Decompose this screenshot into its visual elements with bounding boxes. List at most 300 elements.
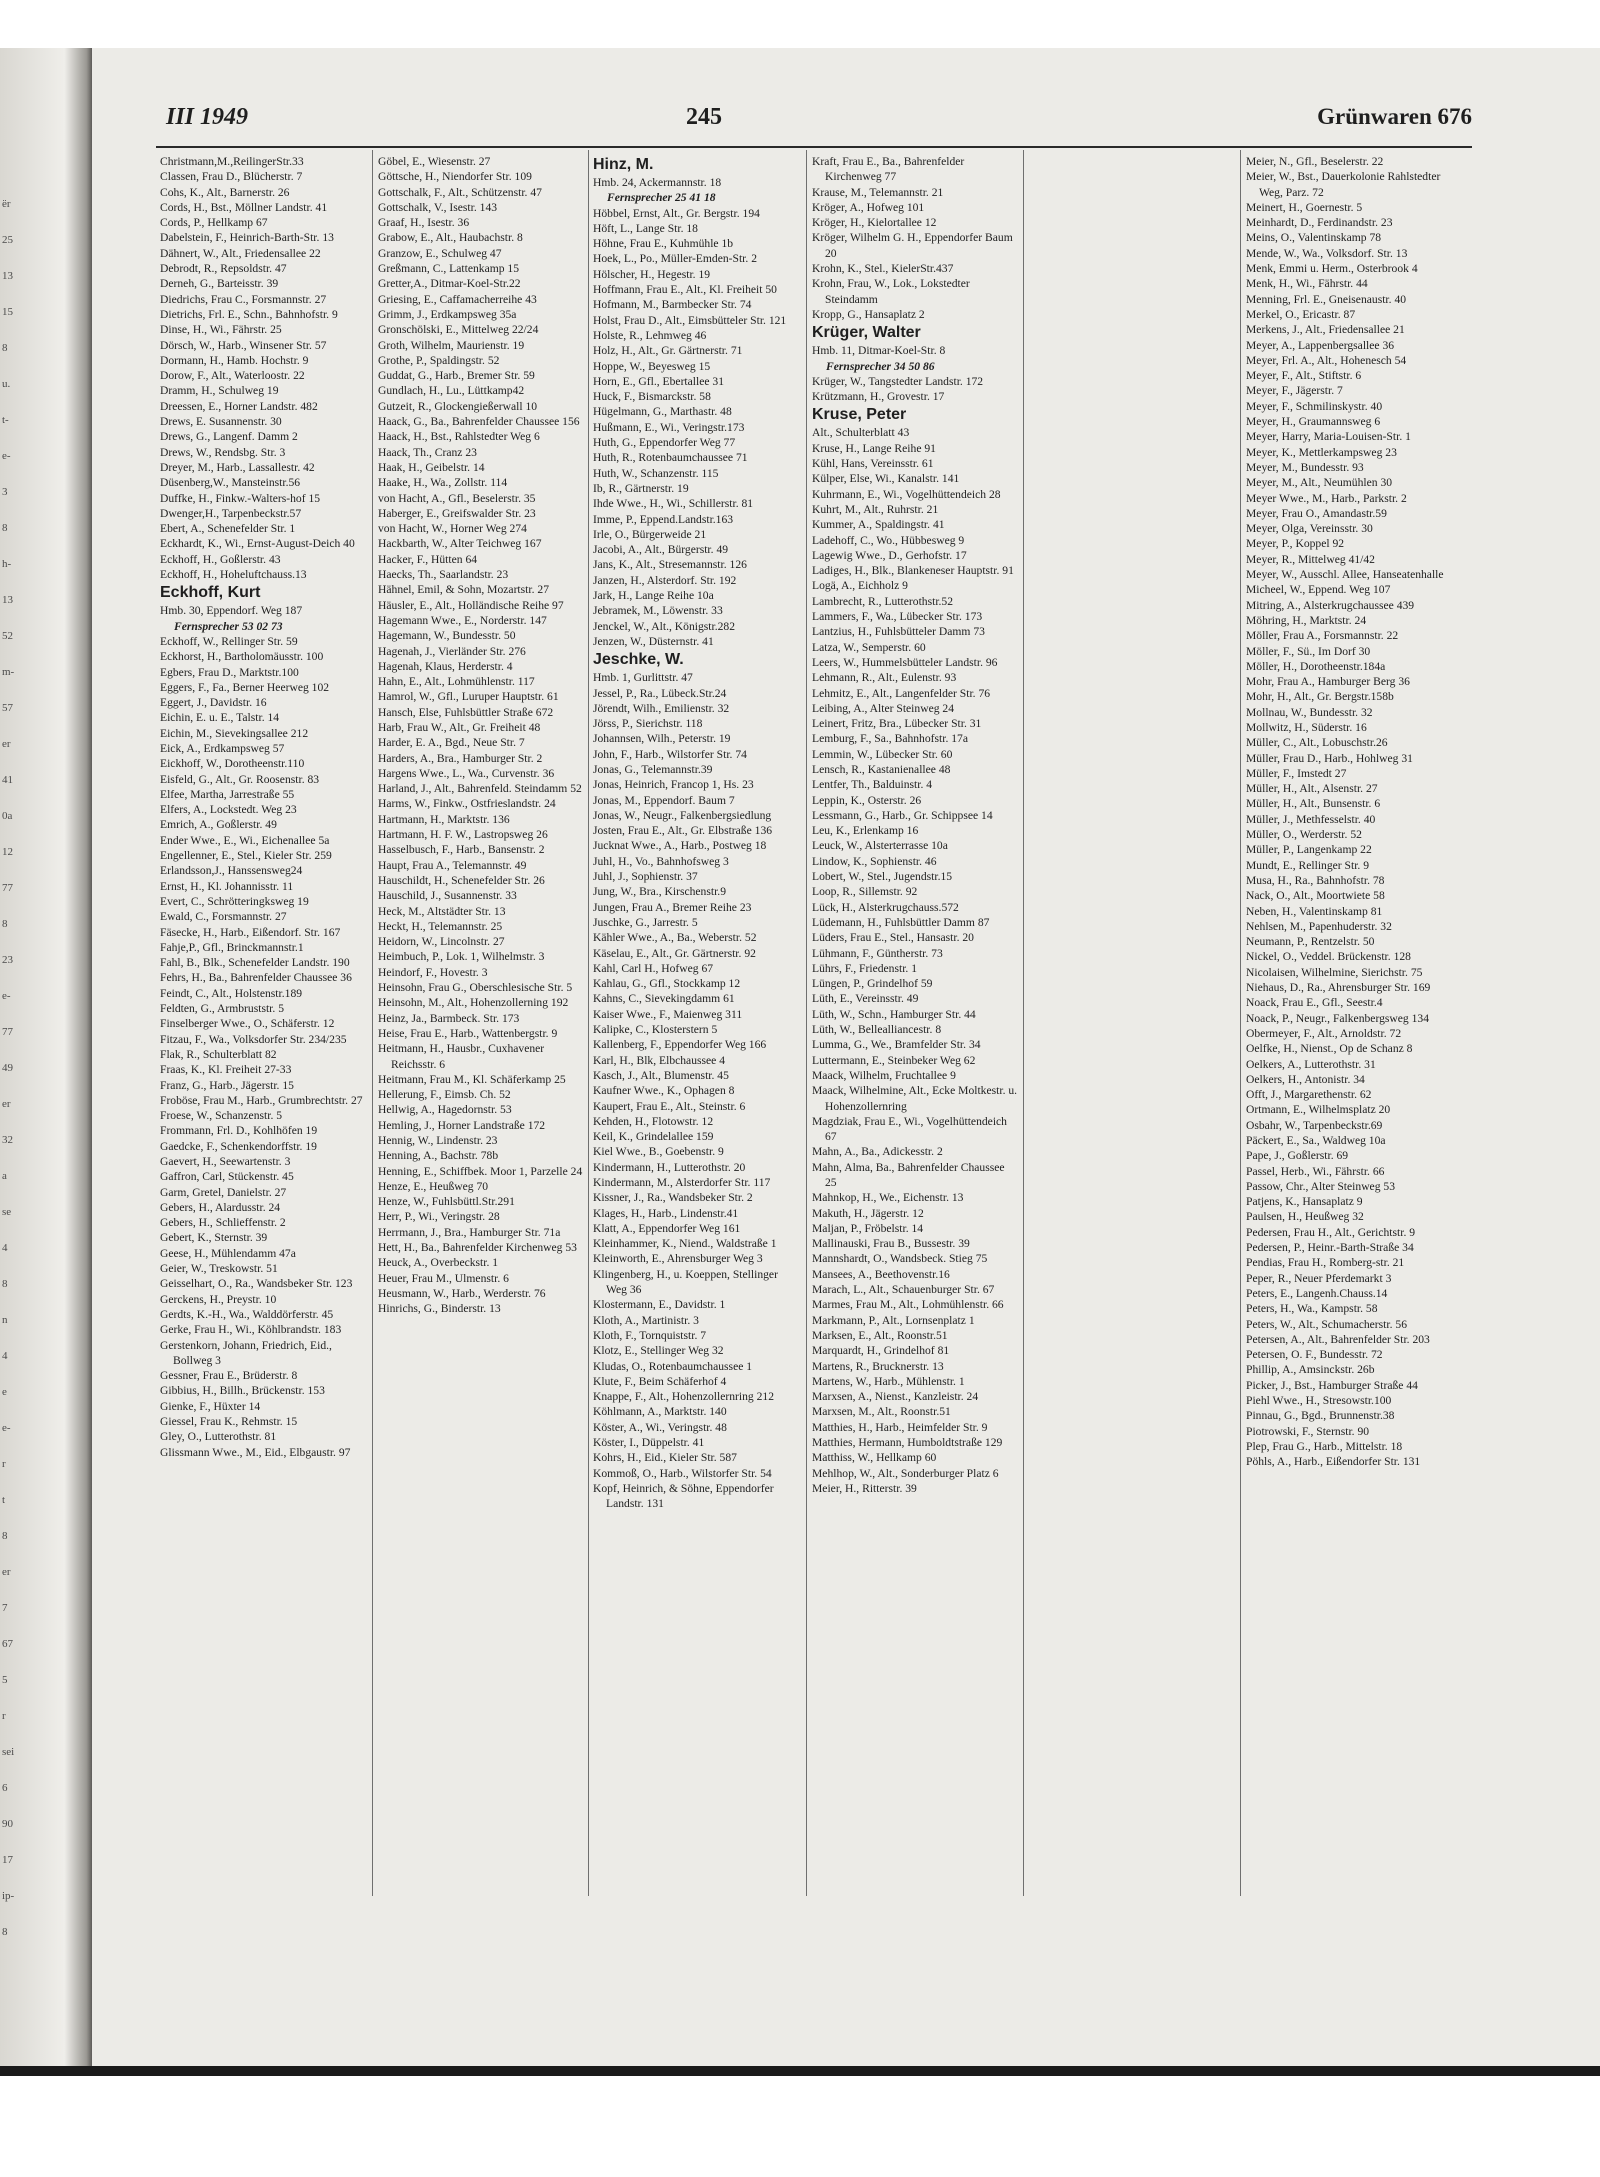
directory-entry: Paulsen, H., Heußweg 32 bbox=[1246, 1210, 1364, 1224]
directory-entry: Merkens, J., Alt., Friedensallee 21 bbox=[1246, 323, 1405, 337]
directory-entry: Jörss, P., Sierichstr. 118 bbox=[593, 717, 703, 731]
directory-entry: Menk, Emmi u. Herm., Osterbrook 4 bbox=[1246, 262, 1418, 276]
directory-entry: Jenckel, W., Alt., Königstr.282 bbox=[593, 619, 736, 633]
directory-entry: Leinert, Fritz, Bra., Lübecker Str. 31 bbox=[812, 717, 982, 731]
directory-entry: Engellenner, E., Stel., Kieler Str. 259 bbox=[160, 849, 332, 863]
directory-entry: Froese, W., Schanzenstr. 5 bbox=[160, 1109, 283, 1123]
business-heading: Krüger, Walter bbox=[812, 324, 921, 342]
header-rule bbox=[156, 146, 1472, 148]
directory-entry: Huth, W., Schanzenstr. 115 bbox=[593, 466, 719, 480]
directory-entry: Lühmann, F., Güntherstr. 73 bbox=[812, 946, 943, 960]
directory-entry: Horn, E., Gfl., Ebertallee 31 bbox=[593, 374, 725, 388]
directory-entry: Heusmann, W., Harb., Werderstr. 76 bbox=[378, 1286, 546, 1300]
directory-entry: Derneh, G., Barteisstr. 39 bbox=[160, 277, 279, 291]
directory-entry: Phillip, A., Amsinckstr. 26b bbox=[1246, 1363, 1375, 1377]
directory-entry: Nehlsen, M., Papenhuderstr. 32 bbox=[1246, 919, 1392, 933]
directory-entry: Emrich, A., Goßlerstr. 49 bbox=[160, 818, 277, 832]
directory-entry: Gretter,A., Ditmar-Koel-Str.22 bbox=[378, 277, 521, 291]
directory-entry: Külper, Else, Wi., Kanalstr. 141 bbox=[812, 472, 960, 486]
directory-entry: Haecks, Th., Saarlandstr. 23 bbox=[378, 568, 509, 582]
directory-entry: Höhne, Frau E., Kuhmühle 1b bbox=[593, 237, 734, 251]
directory-entry: Martens, R., Brucknerstr. 13 bbox=[812, 1359, 944, 1373]
directory-entry: Marach, L., Alt., Schauenburger Str. 67 bbox=[812, 1283, 995, 1297]
previous-page-fragment: 32 bbox=[2, 1134, 13, 1146]
business-heading: Eckhoff, Kurt bbox=[160, 584, 261, 602]
directory-entry: Hoppe, W., Beyesweg 15 bbox=[593, 359, 711, 373]
directory-entry: Kloth, A., Martinistr. 3 bbox=[593, 1313, 699, 1327]
directory-entry: Josten, Frau E., Alt., Gr. Elbstraße 136 bbox=[593, 824, 773, 838]
directory-entry: Müller, C., Alt., Lobuschstr.26 bbox=[1246, 736, 1388, 750]
bottom-margin bbox=[0, 2076, 1600, 2177]
previous-page-fragment: u. bbox=[2, 378, 11, 390]
directory-entry: Meyer, R., Mittelweg 41/42 bbox=[1246, 552, 1375, 566]
previous-page-fragment: 4 bbox=[2, 1242, 8, 1254]
directory-entry: Grothe, P., Spaldingstr. 52 bbox=[378, 353, 500, 367]
directory-entry: Hmb. 11, Ditmar-Koel-Str. 8 bbox=[812, 344, 946, 358]
directory-entry: Dörsch, W., Harb., Winsener Str. 57 bbox=[160, 338, 327, 352]
directory-entry: Ortmann, E., Wilhelmsplatz 20 bbox=[1246, 1103, 1391, 1117]
directory-entry: Mahnkop, H., We., Eichenstr. 13 bbox=[812, 1191, 964, 1205]
directory-entry: Mitring, A., Alsterkrugchaussee 439 bbox=[1246, 598, 1415, 612]
directory-entry: Jenzen, W., Düsternstr. 41 bbox=[593, 634, 714, 648]
directory-entry: Piehl Wwe., H., Stresowstr.100 bbox=[1246, 1394, 1392, 1408]
directory-entry: Jonas, W., Neugr., Falkenbergsiedlung bbox=[593, 808, 772, 822]
directory-entry: Gebers, H., Schlieffenstr. 2 bbox=[160, 1216, 286, 1230]
phone-line: Fernsprecher 25 41 18 bbox=[607, 191, 716, 205]
directory-entry: Höbbel, Ernst, Alt., Gr. Bergstr. 194 bbox=[593, 206, 760, 220]
directory-entry: Dietrichs, Frl. E., Schn., Bahnhofstr. 9 bbox=[160, 307, 338, 321]
previous-page-fragment: 90 bbox=[2, 1818, 13, 1830]
previous-page-fragment: 8 bbox=[2, 1926, 8, 1938]
directory-entry: Elfers, A., Lockstedt. Weg 23 bbox=[160, 803, 297, 817]
directory-entry: Gutzeit, R., Glockengießerwall 10 bbox=[378, 399, 538, 413]
directory-entry: Hauschildt, H., Schenefelder Str. 26 bbox=[378, 873, 545, 887]
directory-entry: Hellerung, F., Eimsb. Ch. 52 bbox=[378, 1088, 511, 1102]
directory-entry: Kahl, Carl H., Hofweg 67 bbox=[593, 961, 714, 975]
directory-entry: Gerke, Frau H., Wi., Köhlbrandstr. 183 bbox=[160, 1323, 342, 1337]
directory-entry: Hemling, J., Horner Landstraße 172 bbox=[378, 1118, 546, 1132]
directory-entry: Kühl, Hans, Vereinsstr. 61 bbox=[812, 457, 934, 471]
directory-entry: Jungen, Frau A., Bremer Reihe 23 bbox=[593, 900, 752, 914]
directory-entry: Hofmann, M., Barmbecker Str. 74 bbox=[593, 298, 752, 312]
directory-entry: Lindow, K., Sophienstr. 46 bbox=[812, 854, 937, 868]
directory-entry: Hagenah, J., Vierländer Str. 276 bbox=[378, 644, 526, 658]
directory-entry: Harder, E. A., Bgd., Neue Str. 7 bbox=[378, 736, 525, 750]
directory-entry: Gundlach, H., Lu., Lüttkamp42 bbox=[378, 384, 525, 398]
directory-entry: Duffke, H., Finkw.-Walters-hof 15 bbox=[160, 491, 321, 505]
directory-entry: Gaevert, H., Seewartenstr. 3 bbox=[160, 1155, 291, 1168]
previous-page-fragment: 52 bbox=[2, 630, 13, 642]
directory-entry: Cords, H., Bst., Möllner Landstr. 41 bbox=[160, 200, 328, 214]
column-divider bbox=[372, 150, 373, 1896]
directory-entry: Meyer, A., Lappenbergsallee 36 bbox=[1246, 338, 1395, 352]
directory-entry: Lemmin, W., Lübecker Str. 60 bbox=[812, 747, 953, 761]
business-heading: Jeschke, W. bbox=[593, 651, 684, 669]
directory-entry: Hoek, L., Po., Müller-Emden-Str. 2 bbox=[593, 252, 757, 266]
directory-entry: Drews, W., Rendsbg. Str. 3 bbox=[160, 445, 286, 459]
directory-entry: Leppin, K., Osterstr. 26 bbox=[812, 793, 922, 807]
directory-entry: Leuck, W., Alsterterrasse 10a bbox=[812, 839, 948, 853]
directory-entry: Krützmann, H., Grovestr. 17 bbox=[812, 390, 945, 404]
directory-entry: Kaiser Wwe., F., Maienweg 311 bbox=[593, 1007, 743, 1021]
directory-entry: Eckhoff, H., Goßlerstr. 43 bbox=[160, 552, 281, 566]
directory-entry: Meinhardt, D., Ferdinandstr. 23 bbox=[1246, 216, 1393, 230]
directory-entry: Alt., Schulterblatt 43 bbox=[812, 426, 910, 440]
column-divider bbox=[588, 150, 589, 1896]
directory-entry: Marksen, E., Alt., Roonstr.51 bbox=[812, 1328, 948, 1342]
directory-entry: Köster, A., Wi., Veringstr. 48 bbox=[593, 1420, 727, 1434]
previous-page-fragment: 77 bbox=[2, 882, 13, 894]
directory-entry: Kloth, F., Tornquiststr. 7 bbox=[593, 1328, 707, 1342]
directory-entry: Holst, Frau D., Alt., Eimsbütteler Str. 121 bbox=[593, 313, 787, 327]
previous-page-fragment: 5 bbox=[2, 1674, 8, 1686]
directory-entry: Dreyer, M., Harb., Lassallestr. 42 bbox=[160, 460, 315, 474]
directory-entry: Meyer, H., Graumannsweg 6 bbox=[1246, 415, 1381, 429]
directory-entry: Greßmann, C., Lattenkamp 15 bbox=[378, 262, 520, 276]
previous-page-fragment: e- bbox=[2, 990, 11, 1002]
directory-entry: Klostermann, E., Davidstr. 1 bbox=[593, 1298, 726, 1312]
directory-entry: Jucknat Wwe., A., Harb., Postweg 18 bbox=[593, 839, 767, 853]
directory-entry: Henze, E., Heußweg 70 bbox=[378, 1179, 489, 1193]
directory-entry: Haake, H., Wa., Zollstr. 114 bbox=[378, 476, 508, 490]
directory-column-1 bbox=[160, 154, 366, 1896]
directory-entry: Mannshardt, O., Wandsbeck. Stieg 75 bbox=[812, 1252, 988, 1266]
directory-entry: Juhl, J., Sophienstr. 37 bbox=[593, 870, 698, 884]
directory-entry: Haack, Th., Cranz 23 bbox=[378, 445, 477, 459]
directory-entry: Kaufner Wwe., K., Ophagen 8 bbox=[593, 1084, 735, 1098]
directory-entry: Häusler, E., Alt., Holländische Reihe 97 bbox=[378, 598, 564, 612]
directory-entry: Hmb. 1, Gurlittstr. 47 bbox=[593, 671, 693, 685]
directory-entry: Fraas, K., Kl. Freiheit 27-33 bbox=[160, 1063, 292, 1077]
directory-entry: Leibing, A., Alter Steinweg 24 bbox=[812, 701, 955, 715]
directory-entry: Henze, W., Fuhlsbüttl.Str.291 bbox=[378, 1195, 515, 1209]
directory-entry: Kommoß, O., Harb., Wilstorfer Str. 54 bbox=[593, 1466, 772, 1480]
directory-entry: Eichin, M., Sievekingsallee 212 bbox=[160, 726, 309, 740]
directory-entry: Mehlhop, W., Alt., Sonderburger Platz 6 bbox=[812, 1466, 999, 1480]
directory-entry: Finselberger Wwe., O., Schäferstr. 12 bbox=[160, 1017, 335, 1031]
directory-entry: Lüth, W., Bellealliancestr. 8 bbox=[812, 1023, 942, 1037]
directory-entry: Lobert, W., Stel., Jugendstr.15 bbox=[812, 870, 953, 884]
column-divider bbox=[1023, 150, 1024, 1896]
previous-page-fragment: t- bbox=[2, 414, 9, 426]
directory-entry: Nicolaisen, Wilhelmine, Sierichstr. 75 bbox=[1246, 965, 1423, 979]
directory-entry: Köhlmann, A., Marktstr. 140 bbox=[593, 1405, 727, 1419]
directory-entry: Matthies, Hermann, Humboldtstraße 129 bbox=[812, 1436, 1003, 1450]
directory-entry: Oelkers, A., Lutterothstr. 31 bbox=[1246, 1057, 1376, 1071]
directory-entry: Pedersen, P., Heinr.-Barth-Straße 34 bbox=[1246, 1241, 1414, 1255]
previous-page-fragment: 0a bbox=[2, 810, 13, 822]
directory-entry: Holste, R., Lehmweg 46 bbox=[593, 328, 707, 342]
directory-entry: Juhl, H., Vo., Bahnhofsweg 3 bbox=[593, 854, 729, 868]
directory-entry: Fahje,P., Gfl., Brinckmannstr.1 bbox=[160, 940, 304, 954]
directory-entry: Menning, Frl. E., Gneisenaustr. 40 bbox=[1246, 292, 1407, 306]
phone-line: Fernsprecher 53 02 73 bbox=[174, 619, 283, 633]
directory-entry: Göttsche, H., Niendorfer Str. 109 bbox=[378, 170, 532, 184]
directory-entry: Gibbius, H., Billh., Brückenstr. 153 bbox=[160, 1384, 325, 1398]
directory-entry: Noack, Frau E., Gfl., Seestr.4 bbox=[1246, 996, 1383, 1010]
directory-entry: Jonas, G., Telemannstr.39 bbox=[593, 762, 713, 776]
directory-entry: Jebramek, M., Löwenstr. 33 bbox=[593, 604, 723, 618]
previous-page-fragment: 57 bbox=[2, 702, 13, 714]
directory-entry: Düsenberg,W., Mansteinstr.56 bbox=[160, 476, 301, 490]
directory-entry: Dähnert, W., Alt., Friedensallee 22 bbox=[160, 246, 321, 260]
directory-entry: Haberger, E., Greifswalder Str. 23 bbox=[378, 506, 536, 520]
directory-entry: Ender Wwe., E., Wi., Eichenallee 5a bbox=[160, 833, 330, 847]
directory-column-2 bbox=[378, 154, 584, 1896]
directory-entry: Müller, F., Imstedt 27 bbox=[1246, 766, 1347, 780]
previous-page-fragment: 8 bbox=[2, 342, 8, 354]
directory-entry: Meier, H., Ritterstr. 39 bbox=[812, 1481, 917, 1495]
directory-entry: Ewald, C., Forsmannstr. 27 bbox=[160, 910, 287, 924]
directory-entry: Kleinworth, E., Ahrensburger Weg 3 bbox=[593, 1252, 763, 1266]
directory-entry: Loop, R., Sillemstr. 92 bbox=[812, 885, 918, 899]
directory-entry: Müller, Frau D., Harb., Hohlweg 31 bbox=[1246, 751, 1413, 765]
directory-entry: Gronschölski, E., Mittelweg 22/24 bbox=[378, 323, 539, 337]
directory-entry: Jark, H., Lange Reihe 10a bbox=[593, 589, 714, 603]
directory-entry: Kröger, Wilhelm G. H., Eppendorfer Baum 20 bbox=[812, 231, 1013, 260]
directory-entry: Franz, G., Harb., Jägerstr. 15 bbox=[160, 1078, 294, 1092]
directory-entry: Feldten, G., Armbruststr. 5 bbox=[160, 1002, 284, 1016]
directory-entry: Ib, R., Gärtnerstr. 19 bbox=[593, 481, 689, 495]
directory-entry: Eckhoff, W., Rellinger Str. 59 bbox=[160, 634, 298, 648]
directory-entry: Mohr, H., Alt., Gr. Bergstr.158b bbox=[1246, 690, 1394, 704]
directory-entry: Meyer, F., Alt., Stiftstr. 6 bbox=[1246, 369, 1362, 383]
previous-page-fragment: 15 bbox=[2, 306, 13, 318]
previous-page-fragment: n bbox=[2, 1314, 8, 1326]
directory-entry: Meyer, Olga, Vereinsstr. 30 bbox=[1246, 522, 1373, 536]
directory-entry: Hußmann, E., Wi., Veringstr.173 bbox=[593, 420, 745, 434]
directory-entry: Peters, W., Alt., Schumacherstr. 56 bbox=[1246, 1317, 1408, 1331]
directory-entry: Jonas, Heinrich, Francop 1, Hs. 23 bbox=[593, 778, 754, 792]
directory-entry: Klingenberg, H., u. Koeppen, Stellinger Weg 36 bbox=[593, 1267, 778, 1297]
directory-entry: Debrodt, R., Repsoldstr. 47 bbox=[160, 262, 287, 276]
directory-entry: Hartmann, H., Marktstr. 136 bbox=[378, 812, 510, 826]
directory-entry: Meyer, Frl. A., Alt., Hohenesch 54 bbox=[1246, 353, 1407, 367]
directory-entry: Geisselhart, O., Ra., Wandsbeker Str. 123 bbox=[160, 1277, 353, 1291]
directory-entry: Kissner, J., Ra., Wandsbeker Str. 2 bbox=[593, 1191, 753, 1205]
directory-entry: Neben, H., Valentinskamp 81 bbox=[1246, 904, 1383, 918]
directory-entry: Pinnau, G., Bgd., Brunnenstr.38 bbox=[1246, 1409, 1395, 1423]
previous-page-fragment: 13 bbox=[2, 270, 13, 282]
directory-entry: Meier, W., Bst., Dauerkolonie Rahlstedter Weg, Parz. 72 bbox=[1246, 170, 1441, 199]
directory-entry: Kummer, A., Spaldingstr. 41 bbox=[812, 518, 945, 532]
directory-entry: Ihde Wwe., H., Wi., Schillerstr. 81 bbox=[593, 497, 754, 511]
directory-entry: Drews, E. Susannenstr. 30 bbox=[160, 415, 282, 429]
directory-entry: Krause, M., Telemannstr. 21 bbox=[812, 185, 944, 199]
directory-entry: Gerckens, H., Preystr. 10 bbox=[160, 1292, 277, 1306]
directory-entry: Meyer, W., Ausschl. Allee, Hanseatenhalle bbox=[1246, 568, 1444, 582]
directory-entry: Lagewig Wwe., D., Gerhofstr. 17 bbox=[812, 548, 967, 562]
directory-entry: Haack, G., Ba., Bahrenfelder Chaussee 156 bbox=[378, 415, 580, 429]
directory-entry: Christmann,M.,ReilingerStr.33 bbox=[160, 155, 304, 168]
directory-entry: Lüth, W., Schn., Hamburger Str. 44 bbox=[812, 1007, 976, 1021]
directory-entry: Jacobi, A., Alt., Bürgerstr. 49 bbox=[593, 543, 729, 557]
directory-entry: Nack, O., Alt., Moortwiete 58 bbox=[1246, 889, 1385, 903]
previous-page-fragment: a bbox=[2, 1170, 7, 1182]
directory-entry: Holz, H., Alt., Gr. Gärtnerstr. 71 bbox=[593, 344, 743, 358]
directory-entry: Lemburg, F., Sa., Bahnhofstr. 17a bbox=[812, 732, 969, 746]
directory-entry: Peper, R., Neuer Pferdemarkt 3 bbox=[1246, 1271, 1392, 1285]
directory-entry: Erlandsson,J., Hanssensweg24 bbox=[160, 864, 303, 878]
directory-entry: Heuer, Frau M., Ulmenstr. 6 bbox=[378, 1271, 509, 1285]
directory-entry: Heidorn, W., Lincolnstr. 27 bbox=[378, 935, 505, 949]
directory-entry: Gley, O., Lutterothstr. 81 bbox=[160, 1430, 277, 1444]
directory-entry: Hauschild, J., Susannenstr. 33 bbox=[378, 889, 517, 903]
directory-entry: Gaffron, Carl, Stückenstr. 45 bbox=[160, 1170, 294, 1184]
directory-entry: Mundt, E., Rellinger Str. 9 bbox=[1246, 858, 1370, 872]
directory-entry: Gerdts, K.-H., Wa., Walddörferstr. 45 bbox=[160, 1307, 334, 1321]
directory-entry: Leers, W., Hummelsbütteler Landstr. 96 bbox=[812, 655, 998, 669]
directory-entry: Logä, A., Eichholz 9 bbox=[812, 579, 908, 593]
directory-entry: Meins, O., Valentinskamp 78 bbox=[1246, 231, 1382, 245]
directory-entry: Heitmann, H., Hausbr., Cuxhavener Reichsstr. 6 bbox=[378, 1042, 545, 1071]
directory-entry: Eichin, E. u. E., Talstr. 14 bbox=[160, 711, 280, 725]
directory-entry: Hartmann, H. F. W., Lastropsweg 26 bbox=[378, 828, 548, 842]
previous-page-fragment: er bbox=[2, 1098, 11, 1110]
directory-entry: Garm, Gretel, Danielstr. 27 bbox=[160, 1185, 287, 1199]
directory-entry: Plep, Frau G., Harb., Mittelstr. 18 bbox=[1246, 1439, 1403, 1453]
directory-entry: Müller, J., Methfesselstr. 40 bbox=[1246, 812, 1376, 826]
previous-page-fragment: 67 bbox=[2, 1638, 13, 1650]
directory-entry: Meyer Wwe., M., Harb., Parkstr. 2 bbox=[1246, 491, 1407, 505]
directory-entry: Kleinhammer, K., Niend., Waldstraße 1 bbox=[593, 1237, 777, 1251]
business-heading: Hinz, M. bbox=[593, 156, 654, 173]
directory-entry: Huck, F., Bismarckstr. 58 bbox=[593, 390, 711, 404]
directory-entry: Obermeyer, F., Alt., Arnoldstr. 72 bbox=[1246, 1026, 1402, 1040]
directory-entry: Kohrs, H., Eid., Kieler Str. 587 bbox=[593, 1451, 737, 1465]
directory-entry: Kindermann, M., Alsterdorfer Str. 117 bbox=[593, 1176, 771, 1189]
directory-entry: Piotrowski, F., Sternstr. 90 bbox=[1246, 1424, 1370, 1438]
directory-entry: Matthiss, W., Hellkamp 60 bbox=[812, 1451, 937, 1465]
directory-entry: Meyer, M., Alt., Neumühlen 30 bbox=[1246, 476, 1393, 490]
directory-entry: Fitzau, F., Wa., Volksdorfer Str. 234/235 bbox=[160, 1032, 347, 1046]
previous-page-fragment: 25 bbox=[2, 234, 13, 246]
directory-entry: Passow, Chr., Alter Steinweg 53 bbox=[1246, 1179, 1395, 1193]
directory-entry: Peters, E., Langenh.Chauss.14 bbox=[1246, 1286, 1388, 1300]
directory-column-5 bbox=[1246, 154, 1462, 1896]
directory-entry: Heitmann, Frau M., Kl. Schäferkamp 25 bbox=[378, 1072, 566, 1086]
directory-entry: Heimbuch, P., Lok. 1, Wilhelmstr. 3 bbox=[378, 950, 545, 964]
directory-entry: Meyer, P., Koppel 92 bbox=[1246, 537, 1345, 551]
directory-entry: Hagemann, W., Bundesstr. 50 bbox=[378, 629, 516, 643]
directory-entry: Klute, F., Beim Schäferhof 4 bbox=[593, 1374, 727, 1388]
directory-entry: Kalipke, C., Klosterstern 5 bbox=[593, 1023, 718, 1037]
directory-entry: Mohr, Frau A., Hamburger Berg 36 bbox=[1246, 675, 1410, 689]
directory-entry: Eggert, J., Davidstr. 16 bbox=[160, 696, 267, 710]
directory-entry: Meyer, Harry, Maria-Louisen-Str. 1 bbox=[1246, 430, 1411, 444]
directory-entry: Hmb. 24, Ackermannstr. 18 bbox=[593, 176, 722, 189]
directory-entry: Heindorf, F., Hovestr. 3 bbox=[378, 965, 488, 979]
directory-entry: Nickel, O., Veddel. Brückenstr. 128 bbox=[1246, 950, 1411, 964]
directory-entry: Dinse, H., Wi., Fährstr. 25 bbox=[160, 323, 282, 337]
directory-entry: Giessel, Frau K., Rehmstr. 15 bbox=[160, 1415, 298, 1429]
previous-page-fragment: e- bbox=[2, 450, 11, 462]
previous-page-fragment: m- bbox=[2, 666, 15, 678]
directory-entry: Johannsen, Wilh., Peterstr. 19 bbox=[593, 732, 731, 746]
directory-entry: Gaedcke, F., Schenkendorffstr. 19 bbox=[160, 1139, 317, 1153]
directory-entry: Peters, H., Wa., Kampstr. 58 bbox=[1246, 1302, 1378, 1316]
directory-entry: Ladiges, H., Blk., Blankeneser Hauptstr. 91 bbox=[812, 564, 1014, 578]
directory-entry: Kropp, G., Hansaplatz 2 bbox=[812, 307, 925, 321]
directory-entry: Offt, J., Margarethenstr. 62 bbox=[1246, 1088, 1372, 1102]
previous-page-fragment: 17 bbox=[2, 1854, 13, 1866]
directory-entry: Lehmann, R., Alt., Eulenstr. 93 bbox=[812, 671, 957, 685]
directory-entry: Huth, G., Eppendorfer Weg 77 bbox=[593, 436, 736, 450]
directory-entry: Lessmann, G., Harb., Gr. Schippsee 14 bbox=[812, 808, 993, 822]
directory-entry: Osbahr, W., Tarpenbeckstr.69 bbox=[1246, 1118, 1383, 1132]
directory-entry: Kehden, H., Flotowstr. 12 bbox=[593, 1114, 714, 1128]
directory-entry: Graaf, H., Isestr. 36 bbox=[378, 216, 470, 230]
scan-bottom-border bbox=[0, 2066, 1600, 2076]
directory-entry: Möller, Frau A., Forsmannstr. 22 bbox=[1246, 629, 1399, 643]
directory-entry: Jörendt, Wilh., Emilienstr. 32 bbox=[593, 701, 730, 715]
directory-entry: Gebert, K., Sternstr. 39 bbox=[160, 1231, 268, 1245]
directory-entry: Meyer, K., Mettlerkampsweg 23 bbox=[1246, 445, 1397, 459]
directory-entry: Egbers, Frau D., Marktstr.100 bbox=[160, 665, 299, 679]
directory-entry: Petersen, O. F., Bundesstr. 72 bbox=[1246, 1348, 1383, 1362]
directory-entry: Kindermann, H., Lutterothstr. 20 bbox=[593, 1160, 746, 1174]
directory-entry: Kähler Wwe., A., Ba., Weberstr. 52 bbox=[593, 931, 757, 945]
directory-entry: Harland, J., Alt., Bahrenfeld. Steindamm 52 bbox=[378, 782, 582, 796]
top-margin bbox=[0, 0, 1600, 48]
directory-entry: Hennig, W., Lindenstr. 23 bbox=[378, 1134, 498, 1147]
directory-entry: Guddat, G., Harb., Bremer Str. 59 bbox=[378, 369, 535, 383]
directory-entry: Pöhls, A., Harb., Eißendorfer Str. 131 bbox=[1246, 1455, 1421, 1469]
directory-entry: Kopf, Heinrich, & Söhne, Eppendorfer Landstr. 131 bbox=[593, 1481, 774, 1511]
directory-entry: Müller, H., Alt., Bunsenstr. 6 bbox=[1246, 797, 1381, 811]
directory-entry: Ernst, H., Kl. Johannisstr. 11 bbox=[160, 879, 294, 893]
directory-entry: Möller, F., Sü., Im Dorf 30 bbox=[1246, 644, 1371, 658]
directory-entry: Markmann, P., Alt., Lornsenplatz 1 bbox=[812, 1313, 975, 1327]
previous-page-fragment: 13 bbox=[2, 594, 13, 606]
directory-entry: Eickhoff, W., Dorotheenstr.110 bbox=[160, 757, 305, 771]
business-heading: Kruse, Peter bbox=[812, 406, 907, 424]
previous-page-fragment: h- bbox=[2, 558, 12, 570]
directory-entry: Maack, Wilhelmine, Alt., Ecke Moltkestr. u. Hohenzollernring bbox=[812, 1084, 1018, 1113]
previous-page-fragment: 8 bbox=[2, 1530, 8, 1542]
directory-entry: Päckert, E., Sa., Waldweg 10a bbox=[1246, 1134, 1386, 1147]
previous-page-fragment: ër bbox=[2, 198, 11, 210]
previous-page-fragment: 4 bbox=[2, 1350, 8, 1362]
directory-entry: Lensch, R., Kastanienallee 48 bbox=[812, 762, 951, 776]
directory-entry: Grimm, J., Erdkampsweg 35a bbox=[378, 307, 517, 321]
directory-entry: Müller, O., Werderstr. 52 bbox=[1246, 828, 1362, 842]
directory-entry: Kahlau, G., Gfl., Stockkamp 12 bbox=[593, 977, 741, 991]
directory-entry: Eggers, F., Fa., Berner Heerweg 102 bbox=[160, 680, 330, 694]
directory-entry: Lüth, E., Vereinsstr. 49 bbox=[812, 992, 919, 1006]
directory-entry: Krohn, Frau, W., Lok., Lokstedter Steindamm bbox=[812, 277, 970, 306]
previous-page-fragment: 8 bbox=[2, 1278, 8, 1290]
directory-entry: Oelfke, H., Nienst., Op de Schanz 8 bbox=[1246, 1042, 1413, 1056]
directory-entry: Herrmann, J., Bra., Hamburger Str. 71a bbox=[378, 1225, 561, 1239]
directory-entry: Mollwitz, H., Süderstr. 16 bbox=[1246, 720, 1367, 734]
directory-entry: Froböse, Frau M., Harb., Grumbrechtstr. 27 bbox=[160, 1093, 363, 1107]
directory-entry: Matthies, H., Harb., Heimfelder Str. 9 bbox=[812, 1420, 988, 1434]
directory-entry: Lüders, Frau E., Stel., Hansastr. 20 bbox=[812, 931, 974, 945]
directory-entry: Henning, A., Bachstr. 78b bbox=[378, 1149, 499, 1163]
directory-column-3 bbox=[593, 154, 800, 1896]
directory-entry: Marquardt, H., Grindelhof 81 bbox=[812, 1344, 950, 1358]
previous-page-fragment: 23 bbox=[2, 954, 13, 966]
directory-entry: Lammers, F., Wa., Lübecker Str. 173 bbox=[812, 610, 983, 624]
directory-entry: Marxsen, M., Alt., Roonstr.51 bbox=[812, 1405, 951, 1419]
previous-page-fragment: 77 bbox=[2, 1026, 13, 1038]
directory-entry: Meyer, M., Bundesstr. 93 bbox=[1246, 460, 1364, 474]
previous-page-fragment: 3 bbox=[2, 486, 8, 498]
directory-entry: Grabow, E., Alt., Haubachstr. 8 bbox=[378, 231, 523, 245]
previous-page-fragment: 8 bbox=[2, 918, 8, 930]
directory-entry: Ladehoff, C., Wo., Hübbesweg 9 bbox=[812, 533, 965, 547]
